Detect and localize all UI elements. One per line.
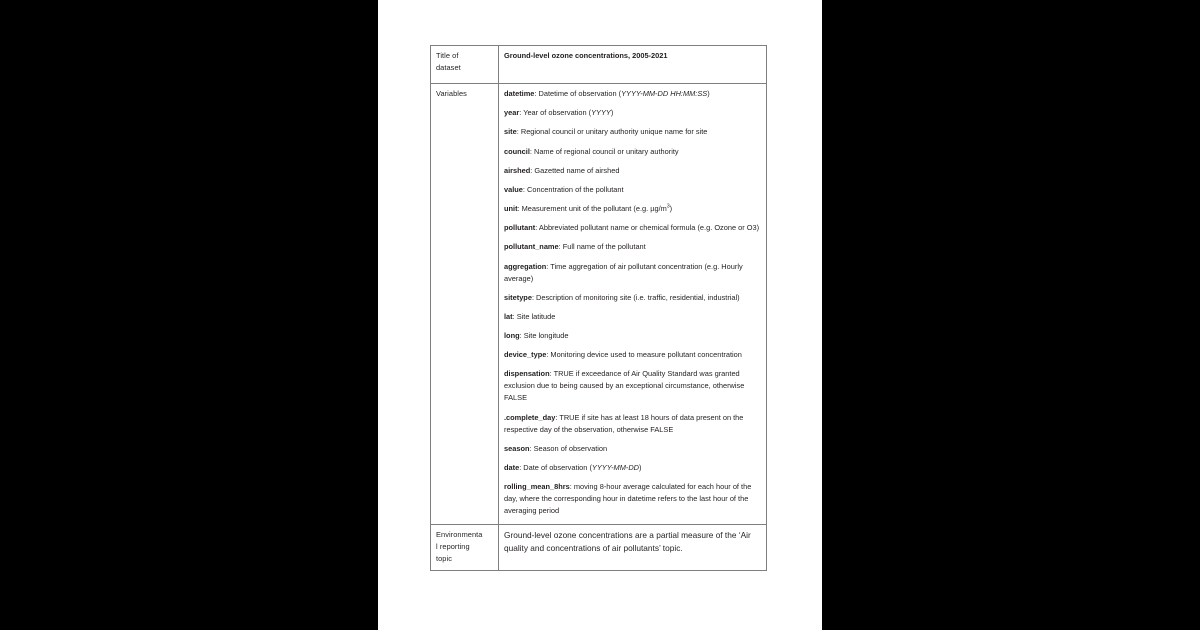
variable-definition: sitetype: Description of monitoring site (i.e. traffic, residential, industrial) — [504, 292, 740, 302]
variable-definition: airshed: Gazetted name of airshed — [504, 165, 620, 175]
row-label-title-line-2: dataset — [436, 62, 461, 72]
row-label-topic-line-1: Environmenta — [436, 529, 483, 539]
variable-name: long — [504, 331, 520, 341]
row-label-variables — [431, 84, 499, 525]
variable-definition: council: Name of regional council or unitary authority — [504, 146, 679, 156]
variable-definition: datetime: Datetime of observation (YYYY-MM-DD HH:MM:SS) — [504, 89, 710, 98]
variable-definition: value: Concentration of the pollutant — [504, 184, 624, 194]
variable-format: YYYY — [591, 108, 611, 118]
row-label-topic-line-2: l reporting — [436, 541, 470, 551]
variable-name: season — [504, 443, 530, 453]
variable-name: unit — [504, 204, 518, 214]
row-label-title — [431, 46, 499, 84]
variable-format: YYYY-MM-DD HH:MM:SS — [621, 89, 708, 98]
variable-name: device_type — [504, 350, 547, 360]
variable-name: .complete_day — [504, 412, 556, 422]
table-row-variables — [431, 84, 767, 525]
row-label-topic-line-3: topic — [436, 553, 452, 563]
variable-definition: site: Regional council or unitary authority unique name for site — [504, 127, 708, 137]
variable-definition: aggregation: Time aggregation of air pollutant concentration (e.g. Hourly average) — [504, 261, 743, 283]
row-value-topic — [499, 524, 767, 570]
variable-definition: pollutant_name: Full name of the pollutant — [504, 242, 646, 252]
variable-definition: unit: Measurement unit of the pollutant (e.g. $\mu g/m^3$) — [504, 203, 673, 214]
variable-format: YYYY-MM-DD — [591, 462, 640, 472]
variable-name: dispensation — [504, 369, 550, 379]
dataset-title-text: Ground-level ozone concentrations, 2005-2021 — [504, 51, 668, 60]
table-row-topic — [431, 524, 767, 570]
variable-name: site — [504, 127, 517, 137]
variable-name: council — [504, 146, 530, 156]
variable-definition: dispensation: TRUE if exceedance of Air Quality Standard was granted exclusion due to being caused by an exceptional circumstance, otherwise FALSE — [504, 369, 745, 403]
variable-definition: .complete_day: TRUE if site has at least 18 hours of data present on the respective day of the observation, otherwise FALSE — [504, 412, 744, 434]
variable-definition: lat: Site latitude — [504, 311, 556, 321]
variable-definition: device_type: Monitoring device used to measure pollutant concentration — [504, 350, 742, 360]
unit-exponent: 3 — [666, 203, 670, 210]
variable-name: datetime — [504, 89, 535, 98]
row-value-title — [499, 46, 767, 84]
variable-name: value — [504, 184, 523, 194]
variable-name: rolling_mean_8hrs — [504, 482, 570, 492]
variable-name: date — [504, 462, 520, 472]
row-label-topic — [431, 524, 499, 570]
variable-name: pollutant_name — [504, 242, 559, 252]
variable-name: lat — [504, 311, 513, 321]
variable-name: year — [504, 108, 520, 118]
variable-name: airshed — [504, 165, 531, 175]
variable-name: pollutant — [504, 223, 536, 233]
variable-name: sitetype — [504, 292, 532, 302]
table-row-title — [431, 46, 767, 84]
row-label-title-line-1: Title of — [436, 51, 459, 60]
variables-list — [504, 88, 761, 517]
variable-definition: date: Date of observation (YYYY-MM-DD) — [504, 462, 642, 472]
row-label-variables-line-1: Variables — [436, 89, 467, 98]
variable-definition: pollutant: Abbreviated pollutant name or chemical formula (e.g. Ozone or O3) — [504, 223, 760, 233]
document-page — [378, 0, 822, 630]
table-body — [431, 46, 767, 571]
variable-definition: long: Site longitude — [504, 331, 569, 341]
variable-definition: rolling_mean_8hrs: moving 8-hour average calculated for each hour of the day, where the corresponding hour in datetime refers to the last hour of the averaging period — [504, 482, 752, 515]
variable-definition: year: Year of observation (YYYY) — [504, 108, 614, 118]
dataset-metadata-table — [430, 45, 767, 571]
topic-description-text: Ground-level ozone concentrations are a partial measure of the ‘Air quality and concentrations of air pollutants’ topic. — [504, 529, 751, 554]
variable-name: aggregation — [504, 261, 547, 271]
row-value-variables — [499, 84, 767, 525]
variable-definition: season: Season of observation — [504, 443, 608, 453]
